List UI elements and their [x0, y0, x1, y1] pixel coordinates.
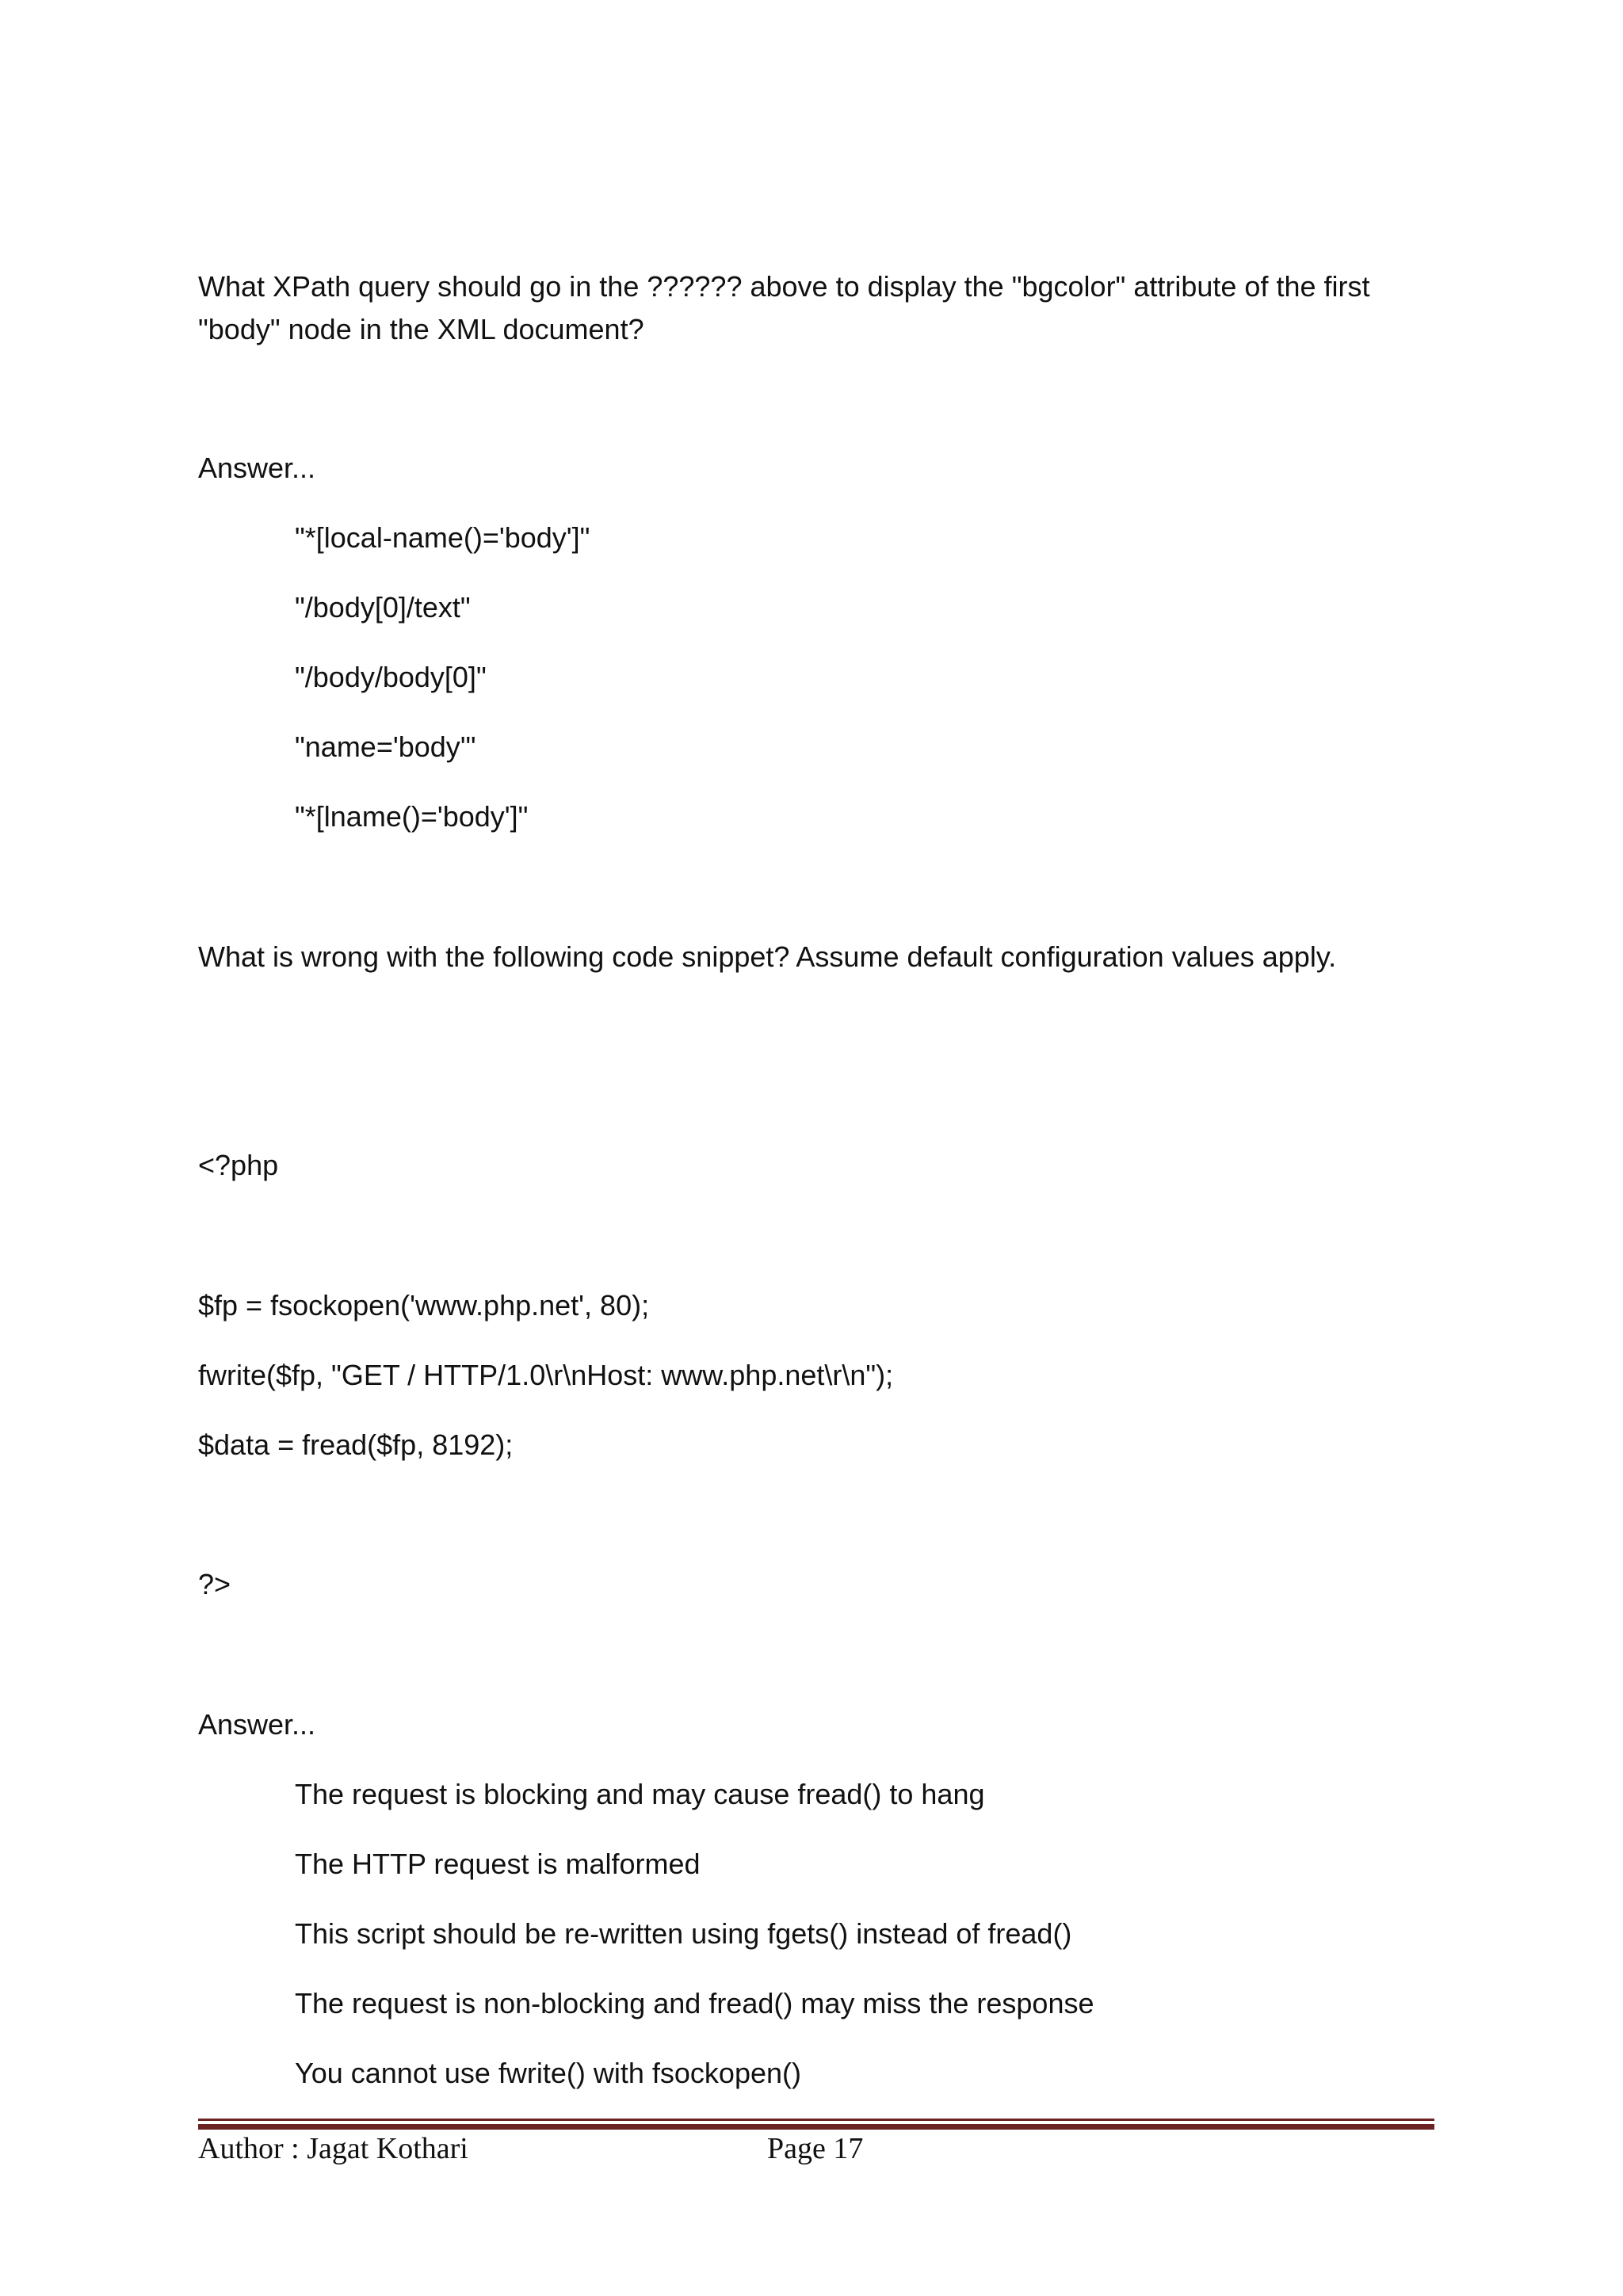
code-line-open: <?php [198, 1149, 279, 1181]
option-1-c: "/body/body[0]" [295, 661, 487, 693]
option-2-e: You cannot use fwrite() with fsockopen() [295, 2057, 801, 2089]
option-1-a: "*[local-name()='body']" [295, 521, 590, 554]
answer-label-1: Answer... [198, 452, 316, 484]
option-2-a: The request is blocking and may cause fread() to hang [295, 1778, 985, 1810]
code-line-close: ?> [198, 1568, 231, 1600]
option-1-e: "*[lname()='body']" [295, 800, 529, 833]
footer-rule-thin [198, 2119, 1434, 2121]
option-2-c: This script should be re-written using fgets() instead of fread() [295, 1917, 1072, 1950]
code-line-fsockopen: $fp = fsockopen('www.php.net', 80); [198, 1289, 650, 1322]
question-2-text: What is wrong with the following code snippet? Assume default configuration values apply. [198, 940, 1337, 973]
option-2-d: The request is non-blocking and fread() may miss the response [295, 1987, 1094, 2019]
footer-author: Author : Jagat Kothari [198, 2132, 468, 2165]
question-1-text: What XPath query should go in the ?????? above to display the "bgcolor" attribute of the first "body" node in the XML document? [198, 270, 1370, 345]
footer-page-number: Page 17 [767, 2132, 864, 2165]
option-1-d: "name='body'" [295, 730, 476, 763]
option-2-b: The HTTP request is malformed [295, 1848, 701, 1880]
option-1-b: "/body[0]/text" [295, 591, 471, 624]
code-line-fwrite: fwrite($fp, "GET / HTTP/1.0\r\nHost: www.php.net\r\n"); [198, 1359, 894, 1391]
answer-label-2: Answer... [198, 1708, 316, 1741]
footer-rule-thick [198, 2124, 1434, 2130]
code-line-fread: $data = fread($fp, 8192); [198, 1428, 514, 1461]
